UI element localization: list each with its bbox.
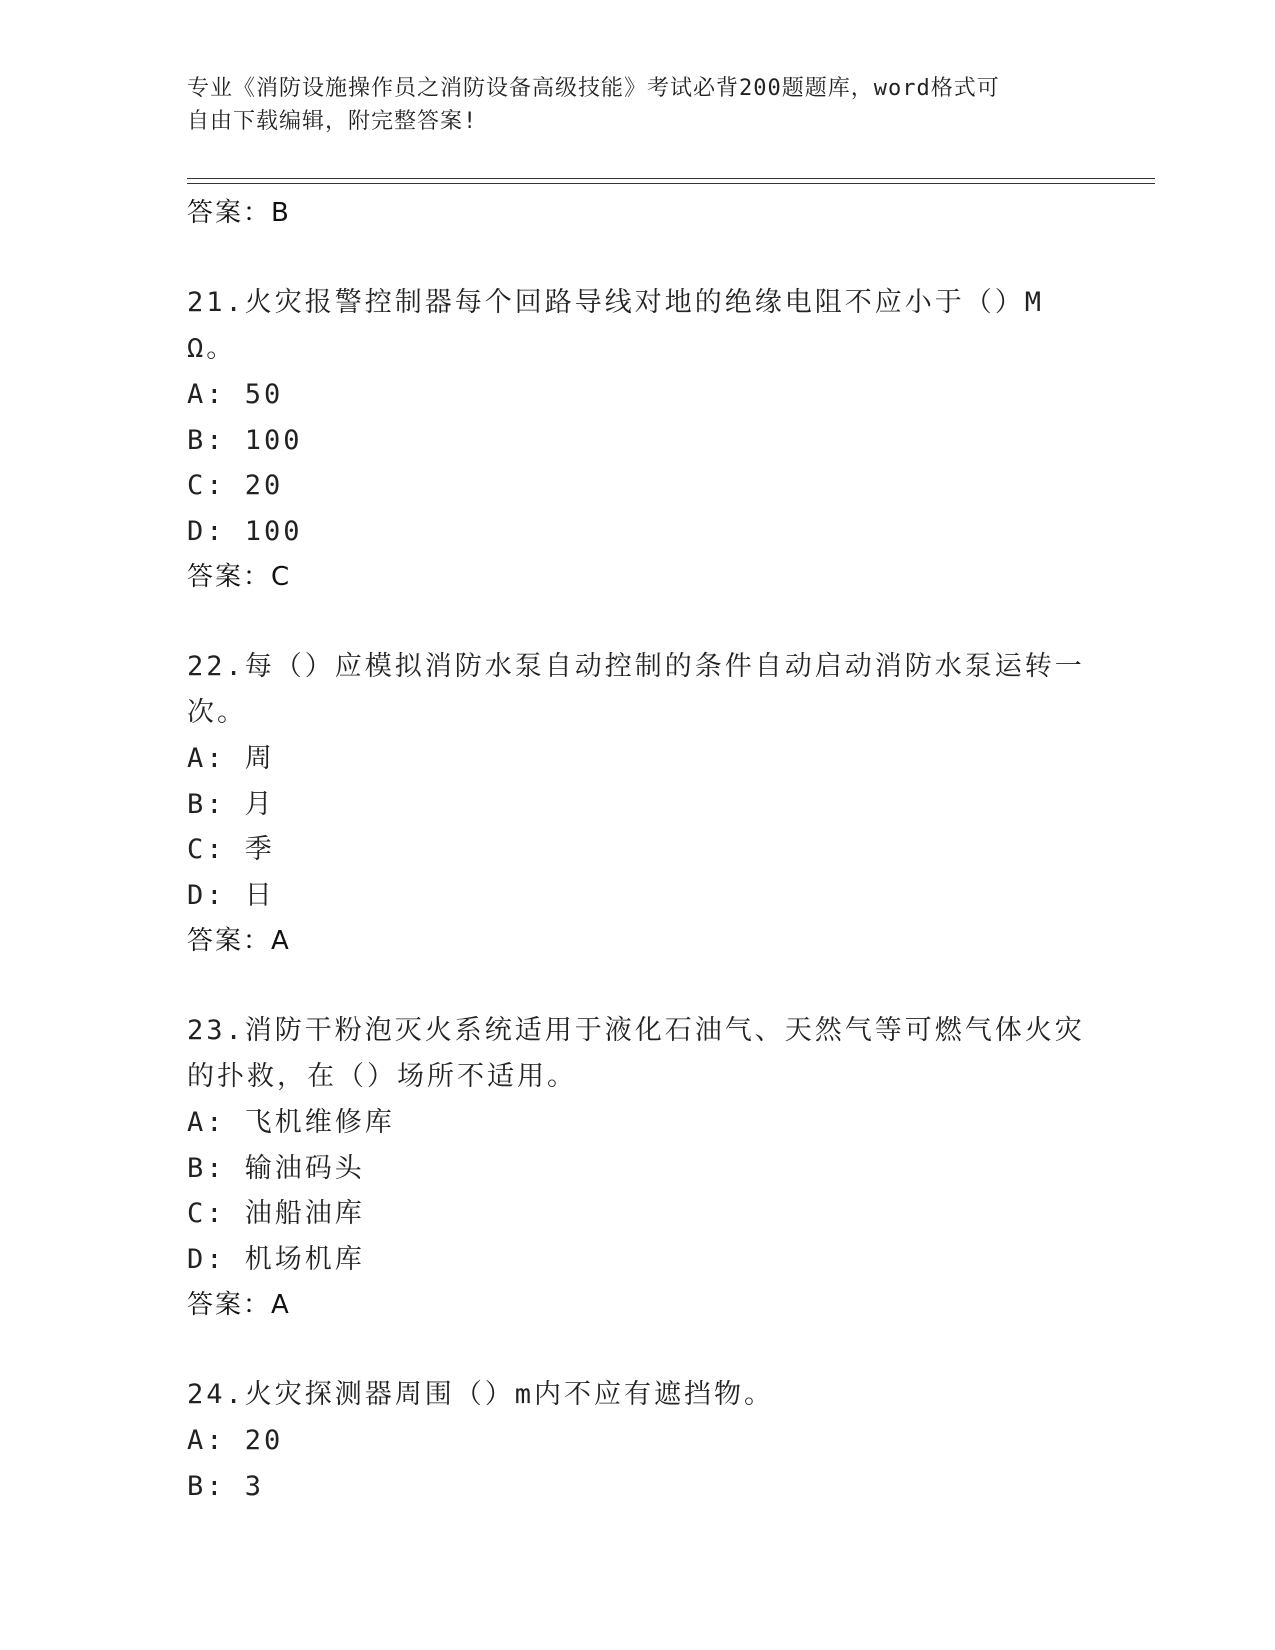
previous-answer: 答案：B (187, 198, 291, 228)
option-d: D: 日 (187, 879, 275, 911)
option-b: B: 3 (187, 1470, 265, 1502)
option-c: C: 季 (187, 834, 275, 865)
header-line-1: 专业《消防设施操作员之消防设备高级技能》考试必背200题题库，word格式可 (187, 76, 1000, 101)
option-b: B: 月 (187, 788, 275, 820)
option-a: A: 20 (187, 1425, 284, 1456)
option-a: A: 飞机维修库 (187, 1107, 395, 1138)
option-d: D: 100 (187, 515, 303, 547)
question-block-23 (187, 1008, 1087, 1328)
question-text: 23.消防干粉泡灭火系统适用于液化石油气、天然气等可燃气体火灾的扑救，在（）场所不适用。 (187, 1015, 1085, 1092)
option-a: A: 周 (187, 743, 275, 774)
option-d: D: 机场机库 (187, 1243, 365, 1275)
question-block-24 (187, 1372, 1087, 1509)
question-text: 24.火灾探测器周围（）m内不应有遮挡物。 (187, 1379, 775, 1410)
option-c: C: 油船油库 (187, 1198, 365, 1229)
question-block-21 (187, 280, 1087, 600)
question-text: 21.火灾报警控制器每个回路导线对地的绝缘电阻不应小于（）MΩ。 (187, 287, 1045, 364)
option-a: A: 50 (187, 379, 284, 410)
answer-label: 答案：A (187, 1290, 291, 1320)
option-c: C: 20 (187, 470, 284, 501)
question-list (187, 190, 1087, 1509)
header-divider-top (187, 178, 1155, 179)
header-line-2: 自由下载编辑，附完整答案! (187, 109, 478, 134)
question-block-22 (187, 644, 1087, 964)
document-header (187, 72, 1067, 138)
option-b: B: 100 (187, 424, 303, 456)
option-b: B: 输油码头 (187, 1152, 365, 1184)
answer-label: 答案：C (187, 562, 292, 592)
answer-label: 答案：A (187, 926, 291, 956)
question-text: 22.每（）应模拟消防水泵自动控制的条件自动启动消防水泵运转一次。 (187, 651, 1085, 728)
header-divider-bottom (187, 183, 1155, 184)
